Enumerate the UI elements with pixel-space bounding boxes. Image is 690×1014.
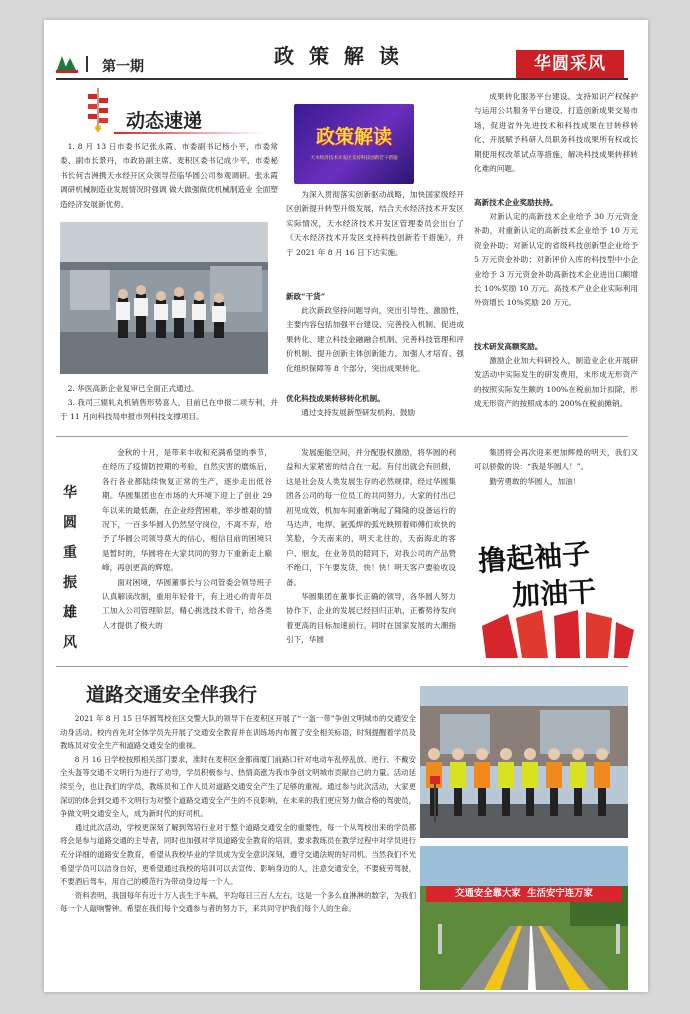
road-sign-photo <box>420 846 628 990</box>
spirit-title-char: 雄 <box>63 605 77 621</box>
section-divider <box>56 666 628 667</box>
spirit-title-char: 华 <box>63 485 77 501</box>
news-title-underline <box>114 132 264 134</box>
policy-banner <box>294 104 414 184</box>
spirit-column-2: 发展施能空间，并分配股权激励，将华圆的利益和大家紧密的结合在一起。有付出就会有回报，这是社会及人类发展生存的必然规律，经过华圆集团各公司的每一位员工的共同努力，大家的付出已初见成效，机加车间重新响起了隆隆的设备运行的马达声，电焊、氩弧焊的弧光映照着师傅们欢快的笑脸，今天南来的，明天北往的，天南海北的客户、朋友，在业务员的陪同下，对我公司的产品赞不绝口，下午要发货，快！快！明天客户要验收设备。 华圆集团在董事长正确的领导，各华圆人努力协作下，企业的发展已经回归正轨，正蓄势待发向着更高的目标加速前行。同时在国家发展的大潮指引下，华圆 <box>286 448 456 645</box>
news-title: 动态速递 <box>126 110 203 132</box>
cheer-graphic <box>468 526 636 658</box>
logo-icon <box>56 54 78 74</box>
news-item-1: 1. 8 月 13 日市委书记张永霞、市委副书记杨小平，市委常委、副市长景丹，市政协副主席、麦积区委书记成少平，市委秘书长何吉洲携天水经开区众领导莅临华圆公司参观调研。张永霞调研机械制造业发展情况时强调 做大做强做优机械制造业 全面塑造经济发展新优势。 <box>60 142 278 209</box>
spirit-title-char: 圆 <box>63 515 77 531</box>
policy-right-content: 成果转化服务平台建设、支持知识产权保护与运用公共服务平台建设、打造创新成果交易市场，促进省外先进技术和科技成果在甘转移转化、开展赋予科研人员职务科技成果所有权或长期使用权改革试点等措施，解决科技成果转移转化难的问题。 <box>474 92 638 174</box>
spirit-title-char: 振 <box>63 575 77 591</box>
policy-new-content: 此次新政坚持问题导向，突出引导性、激励性，主要内容包括加强平台建设、完善投入机制、促进成果转化、建立科技金融融合机制、完善科技管理和评价机制、提升创新主体创新能力、加强人才培育、强化组织保障等 8 个部分，突出成果转化。 <box>286 306 464 373</box>
traffic-title: 道路交通安全伴我行 <box>86 684 258 706</box>
section-divider <box>56 436 628 437</box>
policy-banner-subtitle: 天水经济技术开发区支持科技创新若干措施 <box>310 156 398 161</box>
policy-heading-reward: 高新技术企业奖励扶持。 <box>474 198 558 207</box>
spirit-title-char: 风 <box>63 635 77 651</box>
spirit-column-3: 集团将会再次迎来更加辉煌的明天，我们又可以骄傲的说：“我是华圆人！”。 勤劳勇敢的华圆人，加油！ <box>474 448 638 486</box>
policy-rd-content: 激励企业加大科研投入，制造业企业开展研发活动中实际发生的研发费用，未形成无形资产的按照实际发生额的 100%在税前加计扣除，形成无形资产的按照成本的 200%在税前摊销。 <box>474 356 638 409</box>
visit-photo <box>60 222 268 374</box>
spirit-column-1: 金秋的十月，是带来丰收和充满希望的季节，在经历了疫情防控期的考验，自然灾害的磨炼后，各行各业都陆续恢复正常的生产，逐步走出低谷期。华圆集团也在市场的大环境下迎上了创业 29 年以来的最低潮，在企业经营困难，举步维艰的情况下，一百多华圆人仍然坚守岗位，不离不弃，给予了华圆公司领导莫大的信心，相信目前的困境只是暂时的，华圆将在大家共同的努力下重新走上巅峰，再创更高的辉煌。 面对困境，华圆董事长与公司管委会领导班子认真解读改制，重用年轻骨干，有上进心的青年员工加入公司管理阶层，精心挑选技术骨干，给各类人才提供了极大的 <box>102 448 272 630</box>
traffic-article: 2021 年 8 月 15 日华圆驾校在区交警大队的领导下在麦积区开展了“一盔一带”争创文明城市的交通安全动身活动。校内首先对全体学员先开展了交通安全教育并在训练场内布置了安全相关标语，时刻提醒着学员及教练员对安全生产和道路交通安全的重视。 8 月 16 日学校按照相关部门要求，准时在麦积区金都商厦门前路口针对电动车乱停乱放、逆行、不戴安全头盔等交通不文明行为进行了劝导，学员积极参与、热情高涨为我市争创文明城市贡献自己的力量。活动延续至今，也让我们的学员，教练员和工作人员对道路交通安全产生了足够的重视。通过参与此次活动，大家更深切的体会到交通不文明行为对整个道路交通安全产生的不良影响，在未来的我们更应努力做合格的驾驶员，争做文明交通安全人，成为新时代的好司机。 通过此次活动，学校更深刻了解到驾培行业对于整个道路交通安全的重要性，每一个从驾校出来的学员都将会是参与道路交通的主导者，同时也加强对学员道路安全教育的培训，要求教练员在教学过程中对学员进行充分详细的道路安全教育，希望从我校毕业的学员成为安全意识深刻，遵守交通法规的好司机。当然我们不光希望学员可以洁身自好，更希望通过我校的培训可以去宣传、影响身边的人，注意交通安全，不要疲劳驾驶，不要酒后驾车，用自己的模范行为带动身边每一个人。 资料表明，我国每年有近十万人丧生于车祸，平均每日三百人左右，这是一个多么血淋淋的数字，为我们每一个人敲响警钟。希望在我们每个交通参与者的努力下，来共同守护我们每个人的生命。 <box>60 714 416 914</box>
volunteers-photo <box>420 686 628 838</box>
policy-heading-rd: 技术研发高额奖励。 <box>474 342 543 351</box>
policy-heading-new: 新政“干货” <box>286 292 326 301</box>
cheer-line-2: 加油干 <box>511 574 597 613</box>
news-item-3: 3. 我司三辊轧丸机销售形势喜人，目前已在申报二项专利，并于 11 月向科技局申报市列科技支撑项目。 <box>60 398 278 422</box>
firecracker-icon <box>84 88 112 132</box>
policy-intro: 为深入贯彻落实创新驱动战略，加快国家级经开区创新提升转型升级发展，结合天水经济技术开发区实际情况，天水经济技术开发区管理委员会出台了《天水经济技术开发区支持科技创新若干措施》，并于 2021 年 8 月 16 日下达实施。 <box>286 190 464 257</box>
cheer-line-1: 撸起袖子 <box>477 537 592 578</box>
policy-banner-title: 政策解读 <box>315 126 392 148</box>
issue-label: 第一期 <box>102 59 144 75</box>
header-rule <box>56 78 628 80</box>
header-divider-bar <box>86 56 88 72</box>
news-item-2: 2. 华医高新企业复审已全面正式通过。 <box>67 384 199 393</box>
page-title: 政 策 解 读 <box>274 44 403 68</box>
spirit-vertical-title <box>60 478 80 658</box>
newsletter-page <box>44 20 648 992</box>
spirit-title-char: 重 <box>63 545 77 561</box>
column-badge: 华圆采风 <box>516 50 624 78</box>
policy-transform-content: 通过支持发展新型研发机构、鼓励 <box>301 408 416 417</box>
traffic-slogan-banner: 交通安全靠大家 生活安宁连万家 <box>426 886 622 902</box>
policy-reward-content: 对新认定的高新技术企业给予 30 万元资金补助，对重新认定的高新技术企业给予 10 万元资金补助；对新认定的省级科技创新型企业给予 5 万元资金补助；对新评价入库的科技型中小企业给予 3 万元资金补助高新技术企业进出口额增长 10%奖励 10 万元。高技术产业企业实际利用外资增长 10%奖励 20 万元。 <box>474 212 638 308</box>
policy-heading-transform: 优化科技成果转移转化机制。 <box>286 394 385 403</box>
